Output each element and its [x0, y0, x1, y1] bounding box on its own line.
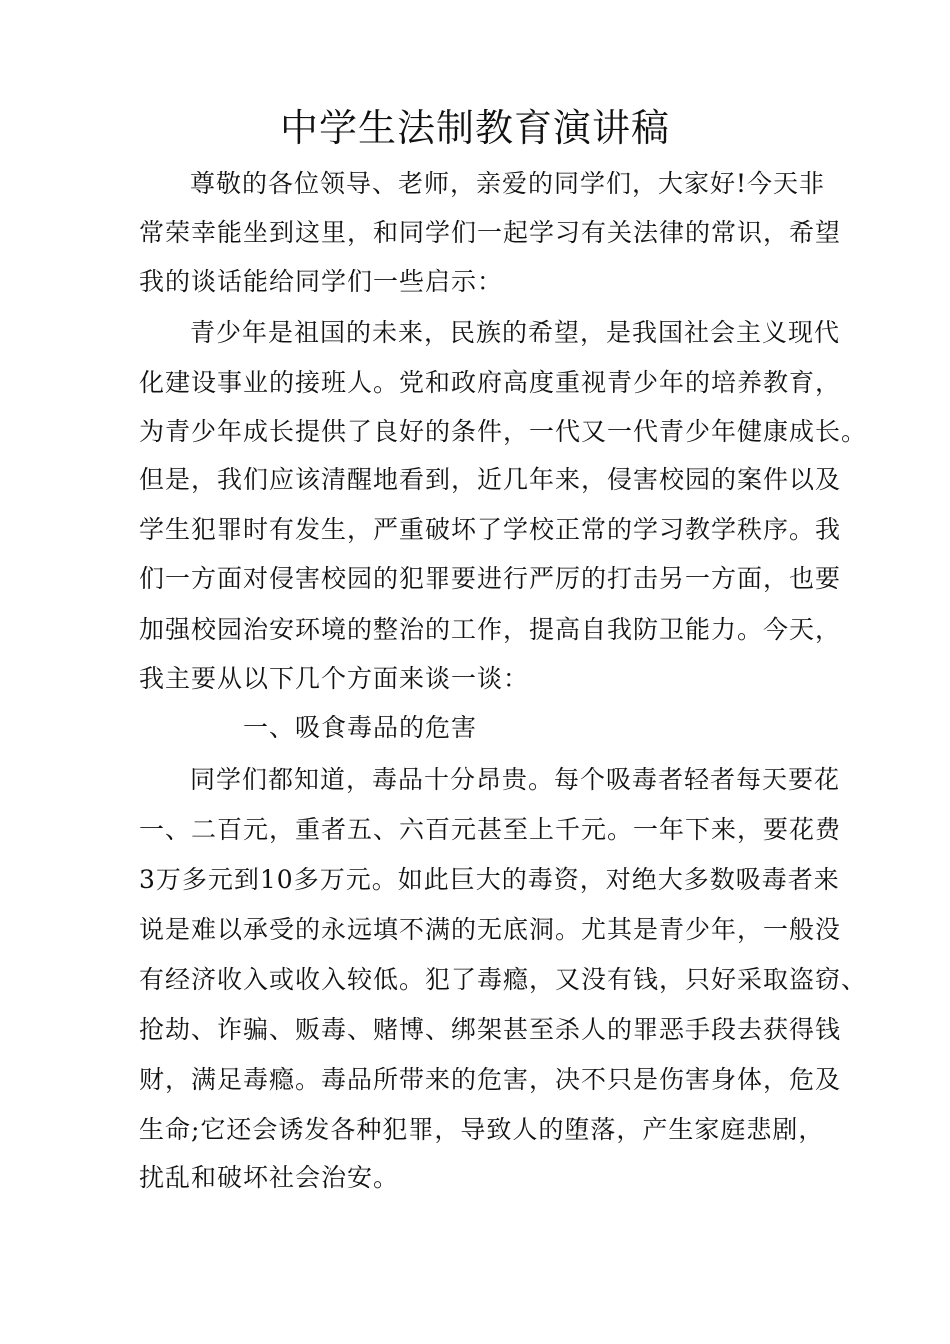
paragraph-line: 尊敬的各位领导、老师，亲爱的同学们，大家好!今天非	[190, 169, 826, 198]
section-heading: 一、吸食毒品的危害	[243, 713, 478, 742]
paragraph-line: 加强校园治安环境的整治的工作，提高自我防卫能力。今天，	[139, 615, 842, 644]
paragraph-line: 们一方面对侵害校园的犯罪要进行严厉的打击另一方面，也要	[139, 564, 842, 593]
paragraph-line: 但是，我们应该清醒地看到，近几年来，侵害校园的案件以及	[139, 465, 842, 494]
paragraph-line: 常荣幸能坐到这里，和同学们一起学习有关法律的常识，希望	[139, 218, 842, 247]
paragraph-line: 说是难以承受的永远填不满的无底洞。尤其是青少年，一般没	[139, 915, 842, 944]
paragraph-line: 为青少年成长提供了良好的条件，一代又一代青少年健康成长。	[139, 417, 868, 446]
paragraph-line: 扰乱和破坏社会治安。	[139, 1163, 400, 1192]
paragraph-line: 学生犯罪时有发生，严重破坏了学校正常的学习教学秩序。我	[139, 515, 842, 544]
paragraph-line: 一、二百元，重者五、六百元甚至上千元。一年下来，要花费	[139, 815, 842, 844]
paragraph-line: 抢劫、诈骗、贩毒、赌博、绑架甚至杀人的罪恶手段去获得钱	[139, 1015, 842, 1044]
paragraph-line: 同学们都知道，毒品十分昂贵。每个吸毒者轻者每天要花	[190, 765, 841, 794]
paragraph-line: 3万多元到10多万元。如此巨大的毒资，对绝大多数吸毒者来	[139, 865, 840, 894]
paragraph-line: 有经济收入或收入较低。犯了毒瘾，又没有钱，只好采取盗窃、	[139, 965, 868, 994]
paragraph-line: 我主要从以下几个方面来谈一谈：	[139, 664, 530, 693]
document-title: 中学生法制教育演讲稿	[279, 106, 670, 150]
paragraph-line: 青少年是祖国的未来，民族的希望，是我国社会主义现代	[190, 318, 841, 347]
paragraph-line: 化建设事业的接班人。党和政府高度重视青少年的培养教育，	[139, 368, 842, 397]
paragraph-line: 我的谈话能给同学们一些启示：	[139, 267, 504, 296]
paragraph-line: 生命;它还会诱发各种犯罪，导致人的堕落，产生家庭悲剧，	[139, 1115, 825, 1144]
paragraph-line: 财，满足毒瘾。毒品所带来的危害，决不只是伤害身体，危及	[139, 1065, 842, 1094]
